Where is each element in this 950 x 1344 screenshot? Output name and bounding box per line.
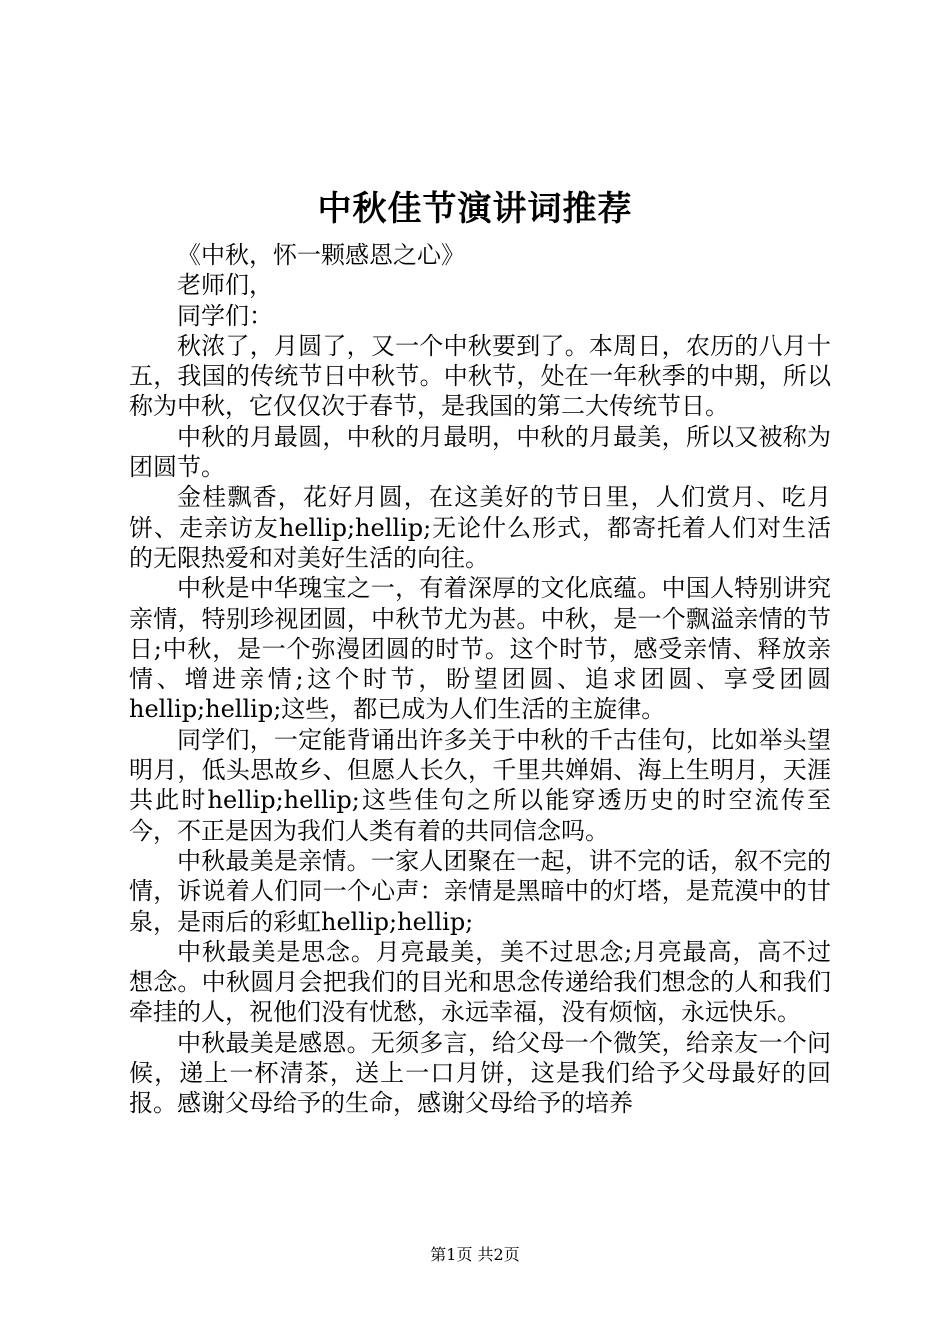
body-paragraph: 中秋是中华瑰宝之一，有着深厚的文化底蕴。中国人特别讲究亲情，特别珍视团圆，中秋节尤为甚。中秋，是一个飘溢亲情的节日;中秋，是一个弥漫团圆的时节。这个时节，感受亲情、释放亲情、增进亲情;这个时节，盼望团圆、追求团圆、享受团圆hellip;hellip;这些，都已成为人们生活的主旋律。 (129, 574, 831, 724)
document-body (129, 240, 831, 1119)
greeting-students: 同学们： (177, 301, 273, 330)
body-paragraph: 中秋最美是思念。月亮最美，美不过思念;月亮最高，高不过想念。中秋圆月会把我们的目光和思念传递给我们想念的人和我们牵挂的人，祝他们没有忧愁，永远幸福，没有烦恼，永远快乐。 (129, 937, 831, 1027)
body-paragraph: 中秋最美是亲情。一家人团聚在一起，讲不完的话，叙不完的情，诉说着人们同一个心声：亲情是黑暗中的灯塔，是荒漠中的甘泉，是雨后的彩虹hellip;hellip; (129, 846, 831, 936)
page-number-footer: 第1页 共2页 (430, 1245, 520, 1264)
body-paragraph: 金桂飘香，花好月圆，在这美好的节日里，人们赏月、吃月饼、走亲访友hellip;hellip;无论什么形式，都寄托着人们对生活的无限热爱和对美好生活的向往。 (129, 483, 831, 572)
greeting-teachers: 老师们， (177, 271, 273, 300)
document-title: 中秋佳节演讲词推荐 (317, 189, 633, 229)
body-paragraph: 秋浓了，月圆了，又一个中秋要到了。本周日，农历的八月十五，我国的传统节日中秋节。中秋节，处在一年秋季的中期，所以称为中秋，它仅仅次于春节，是我国的第二大传统节日。 (129, 331, 831, 421)
speech-title-paragraph: 《中秋，怀一颗感恩之心》 (177, 241, 465, 269)
body-paragraph: 中秋最美是感恩。无须多言，给父母一个微笑，给亲友一个问候，递上一杯清茶，送上一口月饼，这是我们给予父母最好的回报。感谢父母给予的生命，感谢父母给予的培养 (129, 1028, 831, 1118)
body-paragraph: 中秋的月最圆，中秋的月最明，中秋的月最美，所以又被称为团圆节。 (129, 422, 831, 482)
body-paragraph: 同学们，一定能背诵出许多关于中秋的千古佳句，比如举头望明月，低头思故乡、但愿人长久，千里共婵娟、海上生明月，天涯共此时hellip;hellip;这些佳句之所以能穿透历史的时空流传至今，不正是因为我们人类有着的共同信念吗。 (129, 725, 831, 845)
